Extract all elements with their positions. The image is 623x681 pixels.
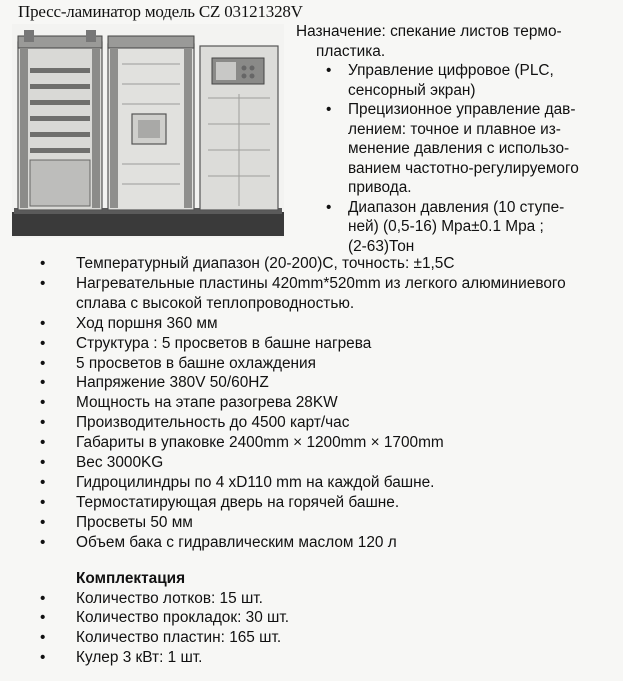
list-item: • Вес 3000KG [40,453,615,473]
list-item: • Количество пластин: 165 шт. [40,628,615,648]
list-item: • 5 просветов в башне охлаждения [40,354,615,374]
list-item: • Ход поршня 360 мм [40,314,615,334]
right-description-column [296,22,618,256]
document-title: Пресс-ламинатор модель CZ 03121328V [18,2,303,21]
specifications-list [40,254,615,553]
list-item: • Диапазон давления (10 ступе- ней) (0,5-16) Мра±0.1 Мра ; (2-63)Тон [326,198,618,257]
list-item: • Мощность на этапе разогрева 28KW [40,393,615,413]
specifications-section [40,254,615,668]
purpose-line-1: Назначение: спекание листов термо- [296,23,562,40]
purpose-text [296,22,618,61]
list-item: • Температурный диапазон (20-200)С, точность: ±1,5С [40,254,615,274]
list-item: • Прецизионное управление дав- лением: точное и плавное из- менение давления с использо- ванием частотно-регулируемого привода. [326,100,618,198]
list-item: • Напряжение 380V 50/60HZ [40,373,615,393]
kit-heading: Комплектация [76,569,186,587]
list-item: • Количество прокладок: 30 шт. [40,608,615,628]
right-bullet-list [296,61,618,256]
laminator-press-photo [12,24,284,238]
list-item: • Количество лотков: 15 шт. [40,589,615,609]
list-item: • Объем бака с гидравлическим маслом 120 л [40,533,615,553]
list-item: • Просветы 50 мм [40,513,615,533]
list-item: • Термостатирующая дверь на горячей башне. [40,493,615,513]
list-item: • Кулер 3 кВт: 1 шт. [40,648,615,668]
list-item: • Управление цифровое (PLC, сенсорный экран) [326,61,618,100]
list-item: • Нагревательные пластины 420mm*520mm из легкого алюминиевого сплава с высокой теплопроводностью. [40,274,615,314]
purpose-line-2: пластика. [316,42,386,60]
list-item: • Габариты в упаковке 2400mm × 1200mm × 1700mm [40,433,615,453]
list-item: • Производительность до 4500 карт/час [40,413,615,433]
list-item: • Структура : 5 просветов в башне нагрева [40,334,615,354]
kit-list [40,589,615,669]
list-item: • Гидроцилиндры по 4 xD110 mm на каждой башне. [40,473,615,493]
